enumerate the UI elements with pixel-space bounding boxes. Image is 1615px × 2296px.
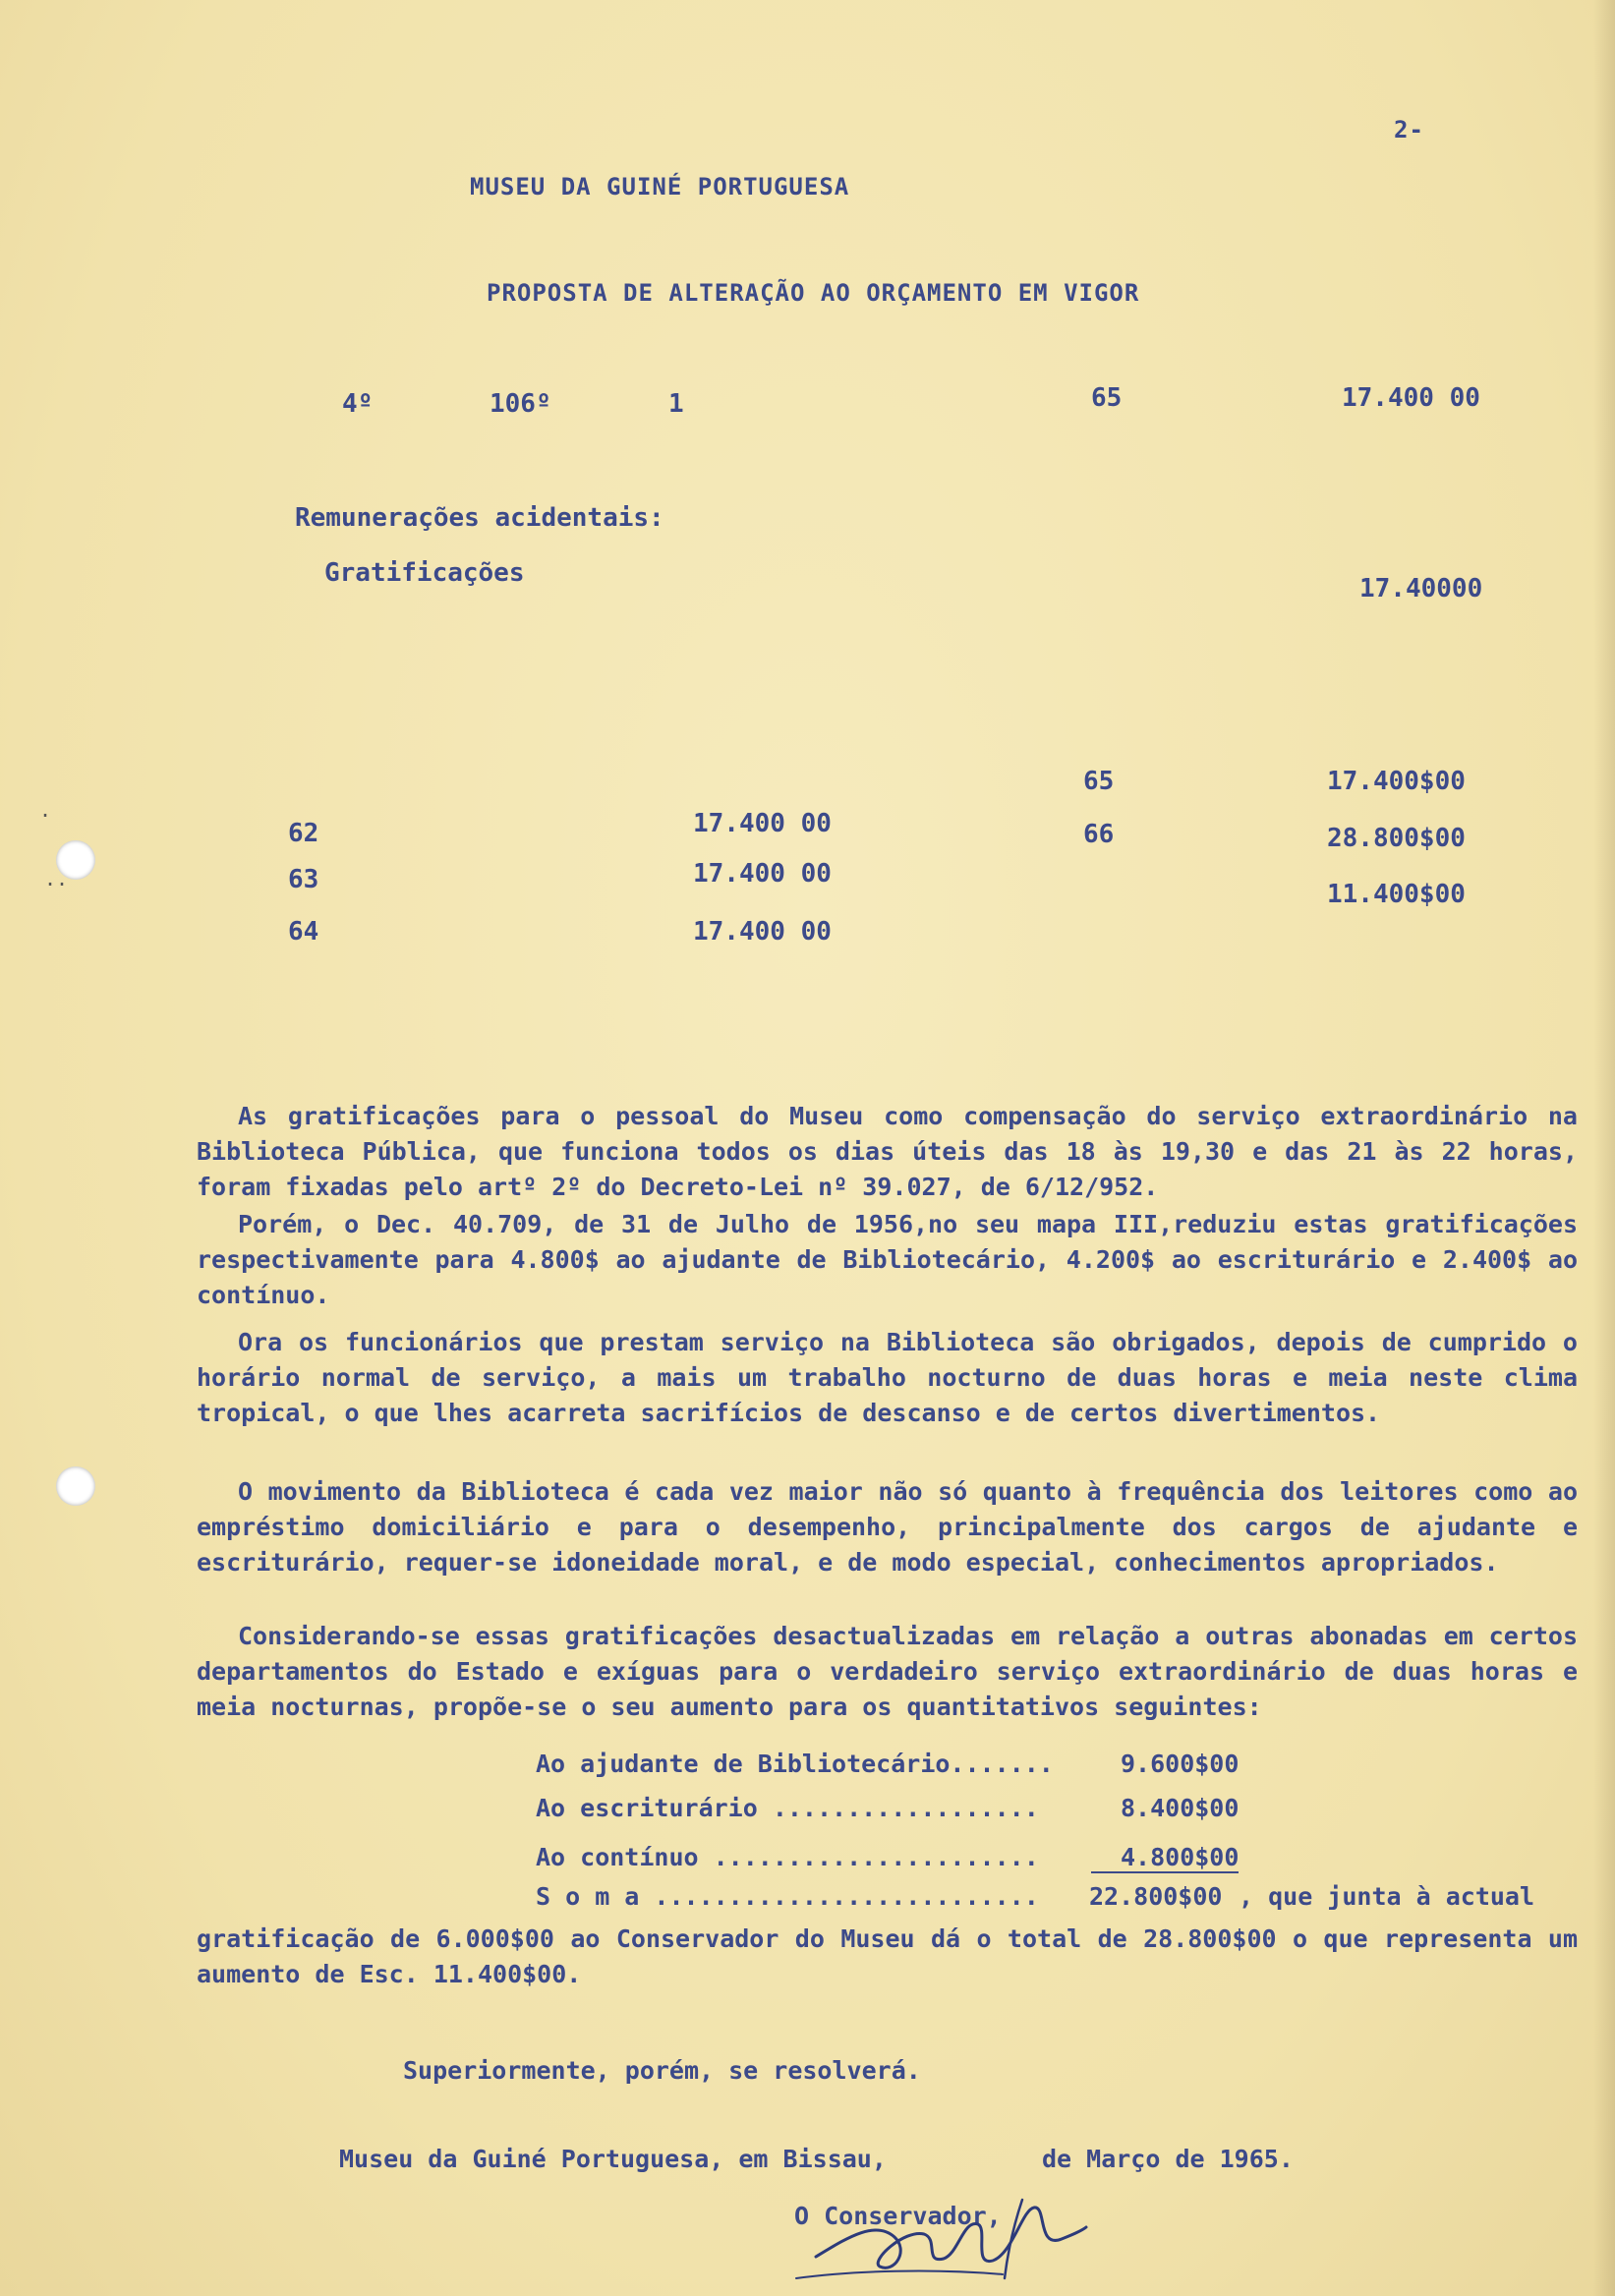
increase-label: Ao escriturário .................. xyxy=(536,1794,1039,1822)
left-table-amount: 17.400 00 xyxy=(693,859,832,889)
date-text: de Março de 1965. xyxy=(1042,2145,1294,2173)
sum-label: S o m a .......................... xyxy=(536,1882,1039,1911)
right-table-code: 65 xyxy=(1083,767,1115,796)
right-table-code: 66 xyxy=(1083,820,1115,849)
paragraph-1: As gratificações para o pessoal do Museu como compensação do serviço extraordinário na Biblioteca Pública, que funciona todos os dias úteis das 18 às 19,30 e das 21 às 22 horas, foram fixadas pelo artº 2º do Decreto-Lei nº 39.027, de 6/12/952. xyxy=(197,1102,1578,1201)
budget-chapter: 4º xyxy=(342,389,374,419)
left-table-amount: 17.400 00 xyxy=(693,809,832,838)
paragraph-4: O movimento da Biblioteca é cada vez maior não só quanto à frequência dos leitores como ao empréstimo domiciliário e para o desempenho, principalmente dos cargos de ajudante e escriturário, requer-se idoneidade moral, e de modo especial, conhecimentos apropriados. xyxy=(197,1477,1578,1577)
increase-amount: 8.400$00 xyxy=(1121,1794,1240,1822)
budget-code: 65 xyxy=(1091,383,1123,413)
budget-amount: 17.400 00 xyxy=(1342,383,1480,413)
remuneracoes-heading: Remunerações acidentais: xyxy=(295,503,664,533)
budget-article: 106º xyxy=(490,389,551,419)
increase-label: Ao ajudante de Bibliotecário....... xyxy=(536,1750,1054,1778)
document-title: PROPOSTA DE ALTERAÇÃO AO ORÇAMENTO EM VIGOR xyxy=(487,279,1140,307)
paper-mark: .. xyxy=(44,867,69,890)
paper-mark: . xyxy=(39,798,52,822)
place-text: Museu da Guiné Portuguesa, em Bissau, xyxy=(339,2145,887,2173)
handwritten-signature xyxy=(777,2180,1091,2288)
left-table-code: 62 xyxy=(288,819,319,848)
paragraph-2: Porém, o Dec. 40.709, de 31 de Julho de 1956,no seu mapa III,reduziu estas gratificações respectivamente para 4.800$ ao ajudante de Bibliotecário, 4.200$ ao escriturário e 2.400$ ao contínuo. xyxy=(197,1210,1578,1309)
right-table-amount: 11.400$00 xyxy=(1327,880,1466,909)
right-table-amount: 17.400$00 xyxy=(1327,767,1466,796)
remuneracoes-amount: 17.40000 xyxy=(1359,574,1483,603)
increase-amount: 9.600$00 xyxy=(1121,1750,1240,1778)
signatory-title: O Conservador, xyxy=(794,2202,1002,2230)
increase-amount: 4.800$00 xyxy=(1091,1843,1239,1873)
sum-amount: 22.800$00 xyxy=(1089,1882,1223,1911)
paragraph-3: Ora os funcionários que prestam serviço na Biblioteca são obrigados, depois de cumprido o horário normal de serviço, a mais um trabalho nocturno de duas horas e meia neste clima tropical, o que lhes acarreta sacrifícios de descanso e de certos divertimentos. xyxy=(197,1328,1578,1427)
budget-number: 1 xyxy=(668,389,684,419)
left-table-code: 64 xyxy=(288,917,319,947)
punch-hole-bottom xyxy=(56,1466,95,1506)
closing-paragraph: gratificação de 6.000$00 ao Conservador do Museu dá o total de 28.800$00 o que representa um aumento de Esc. 11.400$00. xyxy=(197,1924,1578,1988)
sum-continuation: , que junta à actual xyxy=(1239,1882,1535,1911)
remuneracoes-item: Gratificações xyxy=(324,558,525,588)
paper-edge xyxy=(1593,0,1615,2296)
paragraph-5: Considerando-se essas gratificações desactualizadas em relação a outras abonadas em certos departamentos do Estado e exíguas para o verdadeiro serviço extraordinário de duas horas e meia nocturnas, propõe-se o seu aumento para os quantitativos seguintes: xyxy=(197,1622,1578,1721)
left-table-code: 63 xyxy=(288,865,319,894)
resolution-text: Superiormente, porém, se resolverá. xyxy=(403,2056,921,2085)
institution-heading: MUSEU DA GUINÉ PORTUGUESA xyxy=(470,173,850,201)
page-number: 2- xyxy=(1394,116,1424,144)
right-table-amount: 28.800$00 xyxy=(1327,824,1466,853)
increase-label: Ao contínuo ...................... xyxy=(536,1843,1039,1871)
left-table-amount: 17.400 00 xyxy=(693,917,832,947)
